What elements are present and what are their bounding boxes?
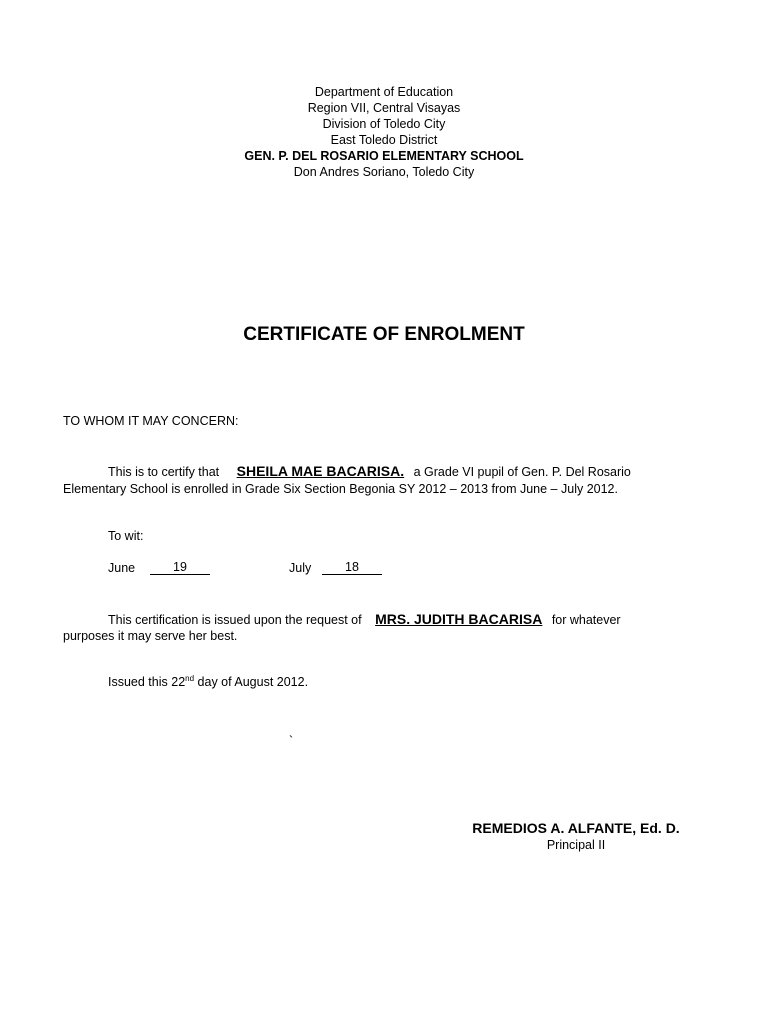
student-name: SHEILA MAE BACARISA. (236, 463, 405, 479)
request-line-2: purposes it may serve her best. (63, 629, 238, 643)
request-lead: This certification is issued upon the request of (108, 613, 362, 627)
requester-name: MRS. JUDITH BACARISA (375, 611, 543, 627)
july-days-value: 18 (322, 561, 382, 575)
header-school-name: GEN. P. DEL ROSARIO ELEMENTARY SCHOOL (244, 149, 524, 163)
signatory-position: Principal II (546, 838, 606, 852)
issued-day-suffix: nd (185, 673, 195, 683)
certify-lead: This is to certify that (108, 465, 220, 479)
to-wit-label: To wit: (108, 529, 144, 543)
header-district: East Toledo District (330, 133, 438, 147)
stray-mark: ` (289, 734, 294, 748)
july-label: July (289, 561, 312, 575)
header-region: Region VII, Central Visayas (307, 101, 461, 115)
letterhead (0, 84, 768, 180)
june-days-value: 19 (150, 561, 210, 575)
document-title: CERTIFICATE OF ENROLMENT (243, 324, 525, 345)
header-school-address: Don Andres Soriano, Toledo City (293, 165, 475, 179)
header-division: Division of Toledo City (322, 117, 446, 131)
issued-rest: day of August 2012. (197, 675, 309, 689)
signature-block (466, 820, 686, 852)
request-rest: for whatever (551, 613, 621, 627)
certify-line-2: Elementary School is enrolled in Grade Six Section Begonia SY 2012 – 2013 from June – July 2012. (63, 482, 618, 496)
issued-day: 22 (171, 675, 186, 689)
issued-line (108, 675, 308, 689)
issued-prefix: Issued this (108, 675, 168, 689)
june-label: June (108, 561, 136, 575)
salutation: TO WHOM IT MAY CONCERN: (63, 414, 239, 428)
certify-rest: a Grade VI pupil of Gen. P. Del Rosario (413, 465, 631, 479)
request-line-1 (108, 611, 621, 627)
signatory-name: REMEDIOS A. ALFANTE, Ed. D. (472, 820, 680, 836)
certify-line-1 (108, 463, 631, 479)
header-department: Department of Education (314, 85, 454, 99)
